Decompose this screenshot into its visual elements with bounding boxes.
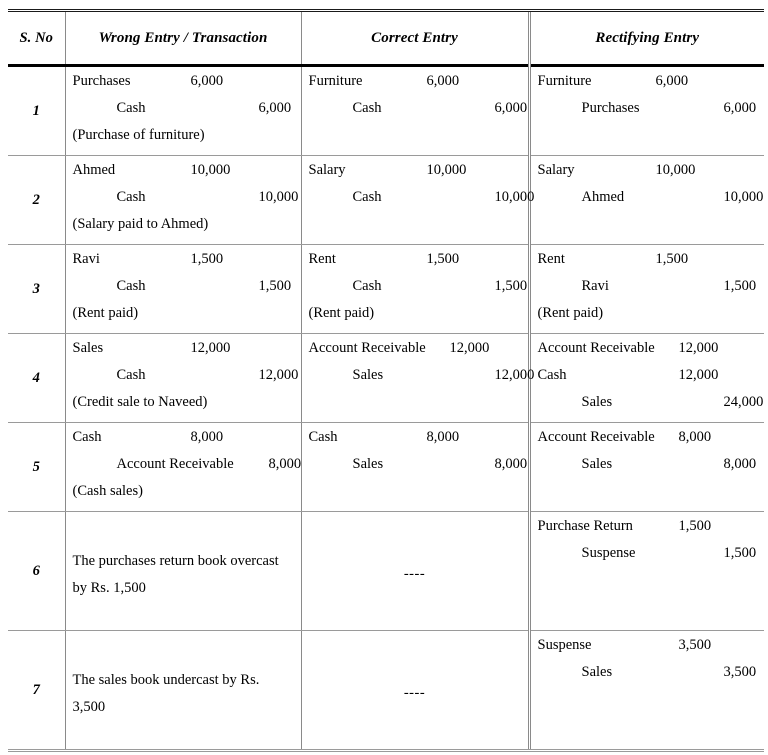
entry-debit-line [309, 252, 524, 279]
cell-correct [301, 245, 529, 334]
entry-narration-text: (Rent paid) [537, 305, 604, 321]
entry-account-name: Account Receivable [537, 340, 655, 356]
cell-rectifying [529, 512, 764, 631]
entry-debit-line [73, 430, 297, 457]
entry-debit-line [73, 252, 297, 279]
journal-entry [302, 340, 535, 395]
cell-correct [301, 334, 535, 423]
journal-entry [531, 252, 765, 333]
entry-account-name: Cash [116, 189, 146, 205]
cell-wrong [65, 66, 301, 156]
journal-entry [302, 252, 528, 333]
entry-credit-line [73, 368, 297, 395]
entry-account-name: Sales [352, 367, 384, 383]
rectifying-entries-table [8, 9, 764, 752]
entry-debit-line [309, 74, 524, 101]
entry-account-name: Salary [308, 162, 346, 178]
entry-narration [73, 306, 297, 333]
cell-serial-number: 2 [8, 156, 65, 245]
table-header [8, 11, 764, 66]
entry-amount: 10,000 [655, 162, 696, 178]
entry-account-name: Purchase Return [537, 518, 633, 534]
entry-amount: 6,000 [258, 100, 292, 116]
entry-narration-text: (Credit sale to Naveed) [72, 394, 208, 410]
entry-amount: 8,000 [426, 429, 460, 445]
entry-amount: 10,000 [494, 189, 535, 205]
table-row [8, 512, 764, 631]
entry-debit-line [309, 163, 524, 190]
entry-credit-line [73, 279, 297, 306]
journal-entry [66, 252, 301, 333]
entry-credit-line [73, 101, 297, 128]
entry-amount: 8,000 [494, 456, 528, 472]
entry-account-name: Ahmed [72, 162, 116, 178]
entry-account-name: Cash [72, 429, 102, 445]
cell-correct [301, 631, 529, 751]
entry-account-name: Cash [116, 278, 146, 294]
entry-account-name: Sales [581, 394, 613, 410]
entry-amount: 6,000 [723, 100, 757, 116]
entry-account-name: Purchases [581, 100, 640, 116]
cell-wrong [65, 334, 301, 423]
entry-account-name: Sales [72, 340, 104, 356]
entry-debit-line [538, 341, 761, 368]
entry-account-name: Account Receivable [537, 429, 655, 445]
entry-amount: 12,000 [258, 367, 299, 383]
journal-entry [531, 74, 765, 128]
entry-credit-line [309, 456, 528, 484]
entry-amount: 1,500 [655, 251, 689, 267]
entry-debit-line [538, 519, 761, 546]
empty-entry-dash: ---- [403, 566, 426, 583]
entry-account-name: Suspense [537, 637, 592, 653]
cell-correct [301, 66, 529, 156]
journal-entry [66, 74, 301, 155]
entry-account-name: Cash [308, 429, 338, 445]
transaction-description [66, 519, 301, 630]
entry-narration [73, 484, 297, 511]
column-header-correct-entry: Correct Entry [301, 11, 529, 66]
transaction-description-text: The sales book undercast by Rs. 3,500 [72, 671, 260, 715]
entry-account-name: Cash [352, 278, 382, 294]
entry-debit-line [538, 638, 761, 665]
entry-credit-line [73, 456, 302, 484]
entry-debit-line [73, 163, 297, 190]
entry-account-name: Ravi [581, 278, 609, 294]
entry-account-name: Cash [116, 367, 146, 383]
entry-credit-line [538, 394, 764, 422]
entry-amount: 3,500 [678, 637, 712, 653]
entry-amount: 1,500 [723, 545, 757, 561]
entry-credit-line [309, 278, 528, 306]
entry-account-name: Sales [581, 456, 613, 472]
cell-rectifying [529, 334, 764, 423]
cell-wrong [65, 245, 301, 334]
journal-entry [302, 430, 528, 484]
table-row [8, 156, 764, 245]
journal-entry [531, 430, 765, 484]
journal-entry [531, 519, 765, 573]
empty-entry-dash: ---- [403, 685, 426, 702]
cell-serial-number: 3 [8, 245, 65, 334]
entry-amount: 6,000 [190, 73, 224, 89]
entry-debit-line [538, 252, 761, 279]
cell-rectifying [529, 156, 764, 245]
entry-amount: 8,000 [268, 456, 302, 472]
cell-correct [301, 512, 529, 631]
table-row [8, 631, 764, 751]
entry-debit-line [538, 74, 761, 101]
transaction-description-text: The purchases return book overcast by Rs. 1,500 [72, 552, 279, 596]
cell-serial-number: 6 [8, 512, 65, 631]
entry-credit-line [538, 546, 761, 573]
entry-account-name: Furniture [537, 73, 592, 89]
entry-amount: 10,000 [426, 162, 467, 178]
entry-narration-text: (Rent paid) [308, 305, 375, 321]
entry-debit-line [309, 430, 524, 457]
entry-amount: 3,500 [723, 664, 757, 680]
entry-account-name: Account Receivable [308, 340, 426, 356]
journal-entry [66, 430, 301, 511]
entry-amount: 1,500 [426, 251, 460, 267]
entry-amount: 1,500 [723, 278, 757, 294]
entry-credit-line [73, 190, 297, 217]
entry-amount: 24,000 [723, 394, 764, 410]
entry-credit-line [538, 101, 761, 128]
entry-credit-line [538, 279, 761, 306]
entry-credit-line [538, 665, 761, 692]
entry-amount: 10,000 [258, 189, 299, 205]
entry-narration [538, 306, 761, 333]
entry-amount: 8,000 [723, 456, 757, 472]
entry-account-name: Cash [537, 367, 567, 383]
cell-serial-number: 1 [8, 66, 65, 156]
entry-debit-line [538, 163, 761, 190]
entry-amount: 12,000 [449, 340, 490, 356]
column-header-rectifying-entry: Rectifying Entry [529, 11, 764, 66]
table-body [8, 66, 764, 751]
table-row [8, 66, 764, 156]
entry-credit-line [538, 189, 764, 217]
entry-amount: 6,000 [655, 73, 689, 89]
entry-amount: 12,000 [190, 340, 231, 356]
entry-narration [73, 395, 297, 422]
entry-narration [73, 128, 297, 155]
entry-amount: 6,000 [426, 73, 460, 89]
entry-debit-line [309, 341, 524, 368]
journal-entry [531, 638, 765, 692]
entry-debit-line [73, 341, 297, 368]
entry-credit-line [309, 367, 535, 395]
cell-correct [301, 156, 535, 245]
entry-debit-line [73, 74, 297, 101]
table-row [8, 334, 764, 423]
entry-account-name: Ahmed [581, 189, 625, 205]
journal-entry [66, 341, 301, 422]
table-row [8, 245, 764, 334]
entry-narration [73, 217, 297, 244]
entry-credit-line [309, 100, 528, 128]
column-header-serial-number: S. No [8, 11, 65, 66]
journal-entry [531, 163, 765, 217]
entry-account-name: Sales [581, 664, 613, 680]
transaction-description [66, 638, 301, 749]
entry-account-name: Furniture [308, 73, 363, 89]
entry-amount: 1,500 [190, 251, 224, 267]
cell-serial-number: 7 [8, 631, 65, 751]
cell-correct [301, 423, 529, 512]
cell-wrong [65, 512, 301, 631]
entry-narration [309, 306, 524, 333]
journal-entry [66, 163, 301, 244]
cell-serial-number: 5 [8, 423, 65, 512]
cell-rectifying [529, 423, 764, 512]
entry-credit-line [538, 457, 761, 484]
entry-credit-line [309, 189, 535, 217]
cell-wrong [65, 423, 301, 512]
entry-narration-text: (Cash sales) [72, 483, 143, 499]
entry-amount: 10,000 [723, 189, 764, 205]
entry-account-name: Ravi [72, 251, 100, 267]
entry-amount: 8,000 [190, 429, 224, 445]
cell-rectifying [529, 631, 764, 751]
entry-account-name: Purchases [72, 73, 131, 89]
entry-amount: 1,500 [678, 518, 712, 534]
entry-amount: 1,500 [494, 278, 528, 294]
entry-account-name: Cash [352, 100, 382, 116]
table-row [8, 423, 764, 512]
header-row [8, 11, 764, 66]
entry-amount: 10,000 [190, 162, 231, 178]
entry-debit-line [538, 430, 761, 457]
cell-wrong [65, 156, 301, 245]
journal-entry [302, 74, 528, 128]
entry-account-name: Cash [352, 189, 382, 205]
journal-entry [531, 341, 765, 422]
column-header-wrong-entry: Wrong Entry / Transaction [65, 11, 301, 66]
entry-amount: 6,000 [494, 100, 528, 116]
entry-account-name: Cash [116, 100, 146, 116]
rectifying-entries-sheet [0, 9, 768, 755]
entry-amount: 1,500 [258, 278, 292, 294]
cell-serial-number: 4 [8, 334, 65, 423]
entry-account-name: Rent [308, 251, 336, 267]
cell-rectifying [529, 66, 764, 156]
entry-narration-text: (Rent paid) [72, 305, 139, 321]
journal-entry [302, 162, 535, 217]
entry-amount: 12,000 [678, 340, 719, 356]
entry-narration-text: (Purchase of furniture) [72, 127, 205, 143]
entry-debit-line [538, 368, 761, 395]
entry-account-name: Account Receivable [116, 456, 234, 472]
entry-account-name: Sales [352, 456, 384, 472]
entry-narration-text: (Salary paid to Ahmed) [72, 216, 209, 232]
entry-amount: 8,000 [678, 429, 712, 445]
entry-account-name: Rent [537, 251, 565, 267]
entry-amount: 12,000 [678, 367, 719, 383]
entry-account-name: Salary [537, 162, 575, 178]
cell-rectifying [529, 245, 764, 334]
cell-wrong [65, 631, 301, 751]
entry-amount: 12,000 [494, 367, 535, 383]
entry-account-name: Suspense [581, 545, 636, 561]
